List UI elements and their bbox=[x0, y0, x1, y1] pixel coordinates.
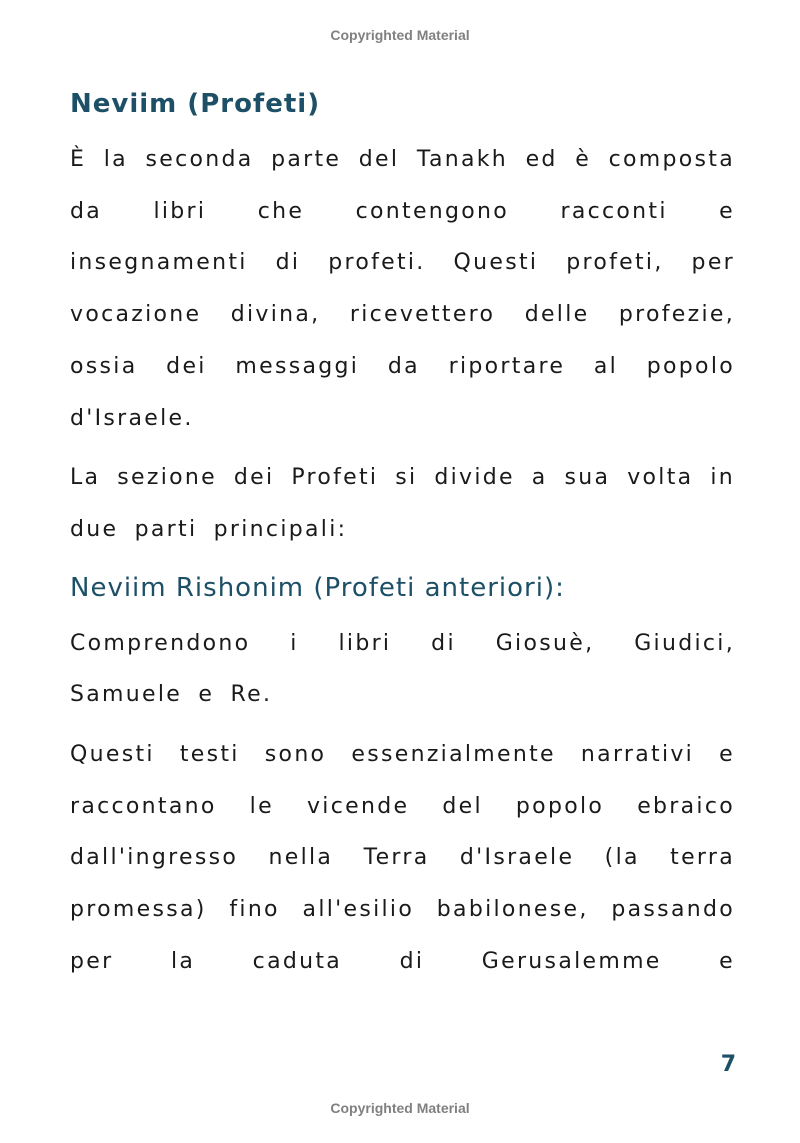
intro-paragraph: È la seconda parte del Tanakh ed è composta da libri che contengono racconti e insegnamenti di profeti. Questi profeti, per vocazione divina, ricevettero delle profezie, ossia dei messaggi da riportare al popolo d'Israele. bbox=[70, 147, 735, 431]
copyright-notice-top: Copyrighted Material bbox=[330, 27, 470, 43]
spacer bbox=[70, 721, 735, 729]
spacer bbox=[70, 556, 735, 566]
copyright-notice-bottom: Copyrighted Material bbox=[330, 1100, 470, 1116]
narrative-paragraph: Questi testi sono essenzialmente narrativi e raccontano le vicende del popolo ebraico dall'ingresso nella Terra d'Israele (la terra promessa) fino all'esilio babilonese, passando per la caduta di Gerusalemme e bbox=[70, 742, 735, 974]
section-heading: Neviim (Profeti) bbox=[70, 89, 321, 119]
spacer bbox=[70, 610, 735, 618]
division-paragraph: La sezione dei Profeti si divide a sua volta in due parti principali: bbox=[70, 465, 735, 542]
spacer bbox=[70, 444, 735, 452]
books-paragraph: Comprendono i libri di Giosuè, Giudici, Samuele e Re. bbox=[70, 630, 735, 708]
page-number: 7 bbox=[720, 1052, 736, 1077]
spacer bbox=[70, 126, 735, 134]
subsection-heading: Neviim Rishonim (Profeti anteriori): bbox=[70, 572, 565, 603]
page-body bbox=[70, 82, 735, 988]
